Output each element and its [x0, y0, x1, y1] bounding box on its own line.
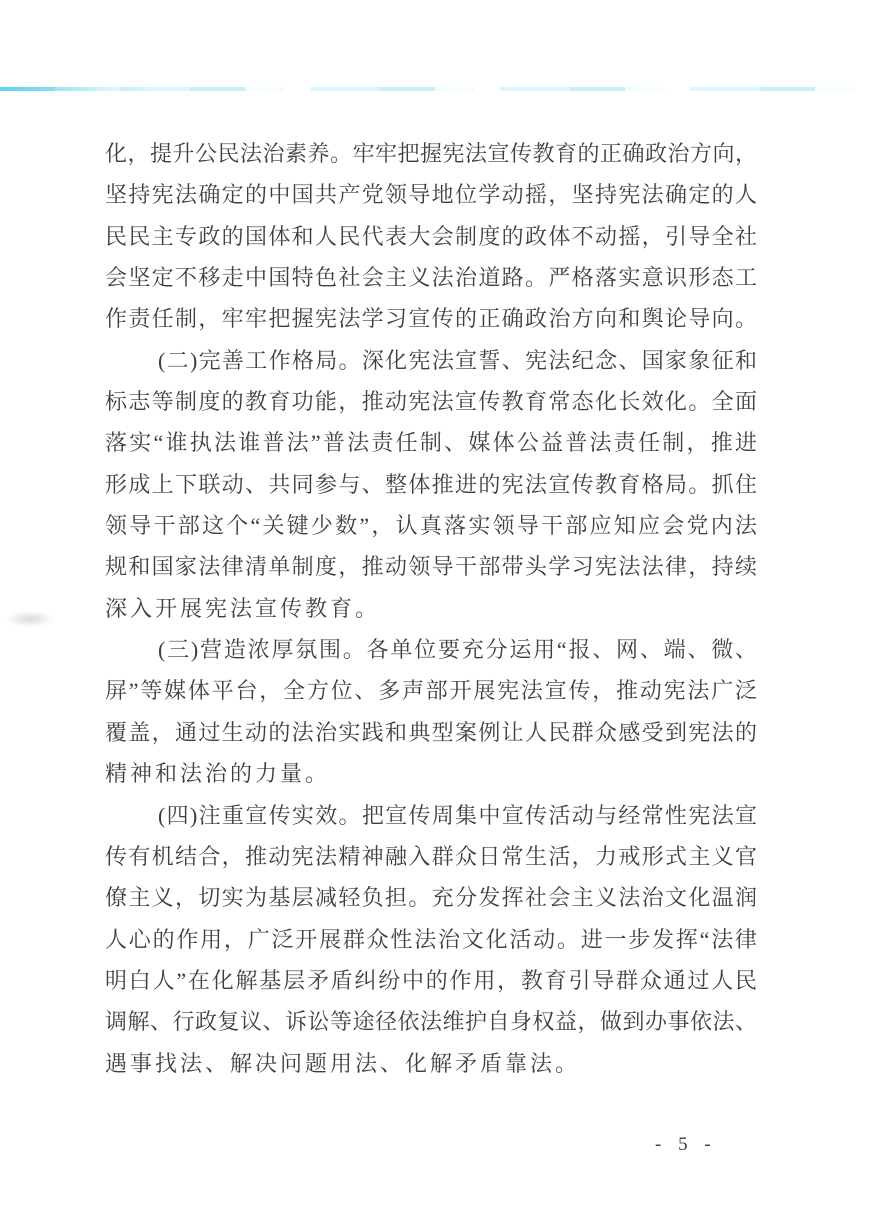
text-line: 标志等制度的教育功能，推动宪法宣传教育常态化长效化。全面	[105, 389, 757, 415]
text-line: 精神和法治的力量。	[105, 761, 331, 787]
page-number: - 5 -	[655, 1134, 717, 1155]
text-line: 民民主专政的国体和人民代表大会制度的政体不动摇，引导全社	[105, 223, 757, 249]
text-line: 调解、行政复议、诉讼等途径依法维护自身权益，做到办事依法、	[105, 1009, 757, 1035]
text-line: (四)注重宣传实效。把宣传周集中宣传活动与经常性宪法宣	[158, 802, 757, 828]
text-line: 落实“谁执法谁普法”普法责任制、媒体公益普法责任制，推进	[105, 430, 757, 456]
text-line: 深入开展宪法宣传教育。	[105, 595, 381, 621]
text-line: 传有机结合，推动宪法精神融入群众日常生活，力戒形式主义官	[105, 843, 757, 869]
scan-artifact-smudge	[5, 611, 55, 627]
text-line: 领导干部这个“关键少数”，认真落实领导干部应知应会党内法	[105, 513, 757, 539]
text-line: 遇事找法、解决问题用法、化解矛盾靠法。	[105, 1050, 581, 1076]
text-line: 屏”等媒体平台，全方位、多声部开展宪法宣传，推动宪法广泛	[105, 678, 757, 704]
text-line: 会坚定不移走中国特色社会主义法治道路。严格落实意识形态工	[105, 265, 757, 291]
text-line: 化，提升公民法治素养。牢牢把握宪法宣传教育的正确政治方向，	[105, 141, 757, 166]
body-text	[105, 133, 757, 1084]
text-line: 人心的作用，广泛开展群众性法治文化活动。进一步发挥“法律	[105, 926, 757, 952]
text-line: (三)营造浓厚氛围。各单位要充分运用“报、网、端、微、	[158, 637, 757, 663]
text-line: (二)完善工作格局。深化宪法宣誓、宪法纪念、国家象征和	[158, 347, 757, 373]
text-line: 形成上下联动、共同参与、整体推进的宪法宣传教育格局。抓住	[105, 471, 757, 497]
scan-artifact-streak	[0, 87, 869, 91]
text-line: 坚持宪法确定的中国共产党领导地位学动摇，坚持宪法确定的人	[105, 182, 757, 208]
text-line: 作责任制，牢牢把握宪法学习宣传的正确政治方向和舆论导向。	[105, 306, 757, 332]
text-line: 明白人”在化解基层矛盾纠纷中的作用，教育引导群众通过人民	[105, 967, 757, 993]
text-line: 覆盖，通过生动的法治实践和典型案例让人民群众感受到宪法的	[105, 719, 757, 745]
text-line: 规和国家法律清单制度，推动领导干部带头学习宪法法律，持续	[105, 554, 757, 580]
text-line: 僚主义，切实为基层减轻负担。充分发挥社会主义法治文化温润	[105, 885, 757, 911]
